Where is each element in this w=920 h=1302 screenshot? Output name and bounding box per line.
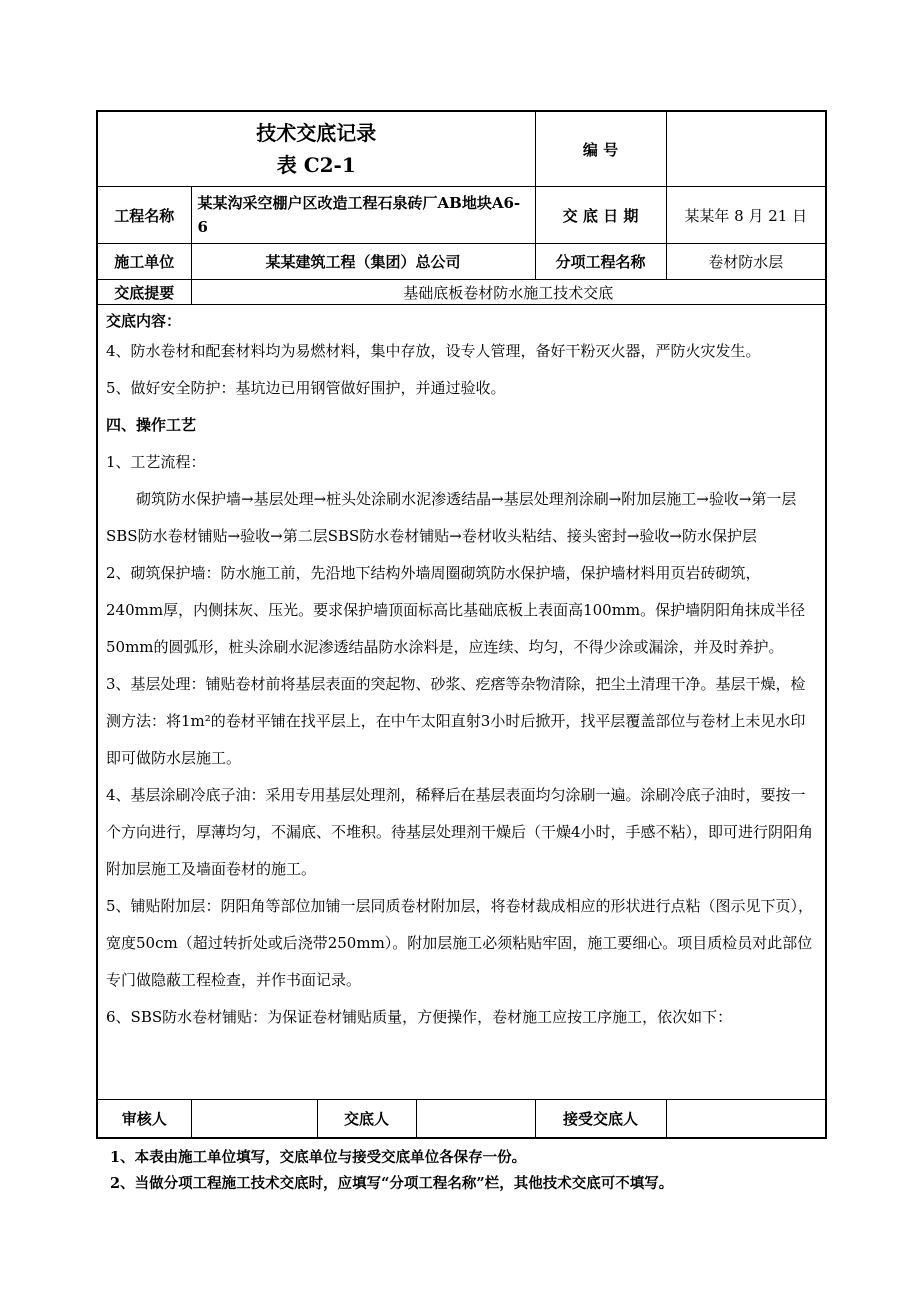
summary-row	[97, 280, 826, 305]
date-value: 某某年 8 月 21 日	[666, 187, 826, 244]
process-flow: 砌筑防水保护墙→基层处理→桩头处涂刷水泥渗透结晶→基层处理剂涂刷→附加层施工→验收→第一层SBS防水卷材铺贴→验收→第二层SBS防水卷材铺贴→卷材收头粘结、接头密封→验收→防水保护层	[106, 490, 797, 545]
content-row	[97, 305, 826, 1100]
sub-project-value: 卷材防水层	[666, 244, 826, 280]
summary-value: 基础底板卷材防水施工技术交底	[191, 280, 826, 305]
content-cell	[97, 305, 826, 1100]
receiver-value	[666, 1100, 826, 1138]
form-table	[96, 110, 827, 1139]
reviewer-value	[191, 1100, 317, 1138]
form-title: 技术交底记录	[256, 121, 377, 145]
content-paragraph: 3、基层处理：铺贴卷材前将基层表面的突起物、砂浆、疙瘩等杂物清除，把尘土清理干净。基层干燥，检测方法：将1m²的卷材平铺在找平层上，在中午太阳直射3小时后掀开，找平层覆盖部位与卷材上未见水印即可做防水层施工。	[106, 675, 806, 767]
note-2: 2、当做分项工程施工技术交底时，应填写“分项工程名称”栏，其他技术交底可不填写。	[110, 1174, 674, 1192]
title-row	[97, 111, 826, 187]
number-label: 编 号	[535, 111, 666, 187]
construction-unit-value: 某某建筑工程（集团）总公司	[191, 244, 535, 280]
content-paragraph: 4、基层涂刷冷底子油：采用专用基层处理剂，稀释后在基层表面均匀涂刷一遍。涂刷冷底子油时，要按一个方向进行，厚薄均匀，不漏底、不堆积。待基层处理剂干燥后（干燥4小时，手感不粘），即可进行阴阳角附加层施工及墙面卷材的施工。	[106, 786, 814, 878]
receiver-label: 接受交底人	[535, 1100, 666, 1138]
form-notes	[96, 1145, 825, 1197]
title-cell	[97, 111, 535, 187]
number-value	[666, 111, 826, 187]
construction-unit-label: 施工单位	[97, 244, 191, 280]
content-paragraph: 5、铺贴附加层：阴阳角等部位加铺一层同质卷材附加层，将卷材裁成相应的形状进行点粘（图示见下页），宽度50cm（超过转折处或后浇带250mm）。附加层施工必须粘贴牢固，施工要细心。项目质检员对此部位专门做隐蔽工程检查，并作书面记录。	[106, 897, 814, 989]
sub-project-label: 分项工程名称	[535, 244, 666, 280]
reviewer-label: 审核人	[97, 1100, 191, 1138]
note-1: 1、本表由施工单位填写，交底单位与接受交底单位各保存一份。	[110, 1148, 527, 1166]
content-paragraph: 1、工艺流程：	[106, 453, 206, 471]
form-number: 表 C2-1	[276, 153, 356, 177]
summary-label: 交底提要	[97, 280, 191, 305]
content-paragraph: 4、防水卷材和配套材料均为易燃材料，集中存放，设专人管理，备好干粉灭火器，严防火灾发生。	[106, 342, 761, 360]
content-paragraph: 5、做好安全防护：基坑边已用钢管做好围护，并通过验收。	[106, 379, 506, 397]
date-label: 交 底 日 期	[535, 187, 666, 244]
section-heading: 四、操作工艺	[106, 416, 197, 434]
signoff-row	[97, 1100, 826, 1138]
technical-disclosure-form	[96, 110, 825, 1197]
discloser-label: 交底人	[317, 1100, 416, 1138]
content-paragraph: 6、SBS防水卷材铺贴：为保证卷材铺贴质量，方便操作，卷材施工应按工序施工，依次如下：	[106, 1008, 733, 1026]
discloser-value	[416, 1100, 535, 1138]
project-name-value: 某某沟采空棚户区改造工程石泉砖厂AB地块A6-6	[191, 187, 535, 244]
project-name-label: 工程名称	[97, 187, 191, 244]
project-row	[97, 187, 826, 244]
unit-row	[97, 244, 826, 280]
content-paragraph: 2、砌筑保护墙：防水施工前，先沿地下结构外墙周圈砌筑防水保护墙，保护墙材料用页岩砖砌筑，240mm厚，内侧抹灰、压光。要求保护墙顶面标高比基础底板上表面高100mm。保护墙阴阳角抹成半径50mm的圆弧形，桩头涂刷水泥渗透结晶防水涂料是，应连续、均匀，不得少涂或漏涂，并及时养护。	[106, 564, 806, 656]
content-heading: 交底内容：	[106, 312, 182, 330]
